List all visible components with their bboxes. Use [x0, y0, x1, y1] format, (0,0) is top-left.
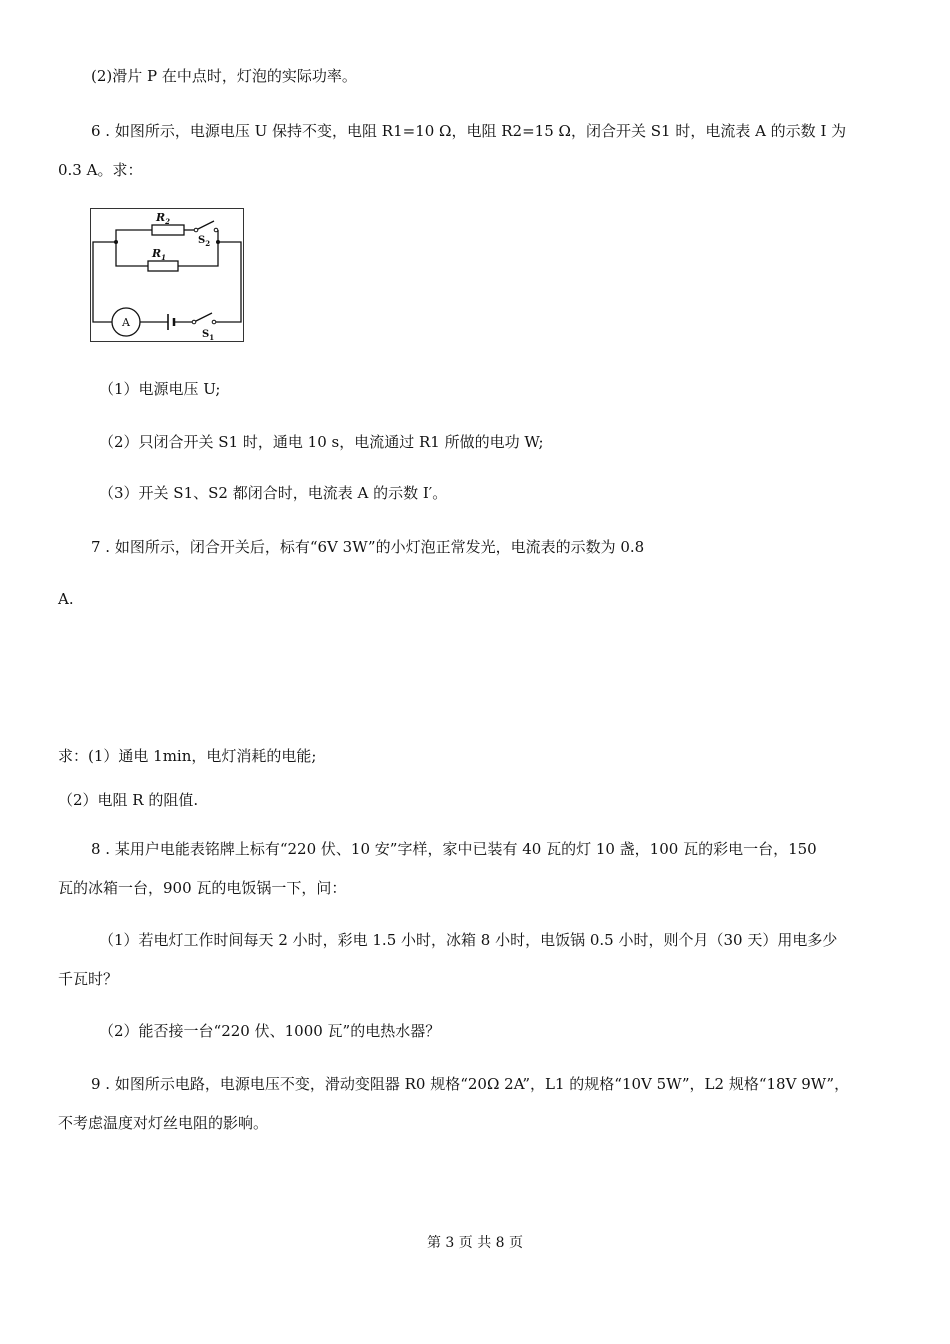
q6-part1: （1）电源电压 U;	[99, 380, 221, 398]
s1-label: $S_1$	[202, 329, 215, 342]
r2-resistor	[152, 225, 184, 235]
r2-label: $R_2$	[156, 211, 171, 226]
q7-text-line1: 7 . 如图所示，闭合开关后，标有“6V 3W”的小灯泡正常发光，电流表的示数为 0.8	[91, 538, 645, 556]
r1-resistor	[148, 261, 178, 271]
q6-part3: （3）开关 S1、S2 都闭合时，电流表 A 的示数 I′。	[99, 484, 448, 502]
q9-text-line2: 不考虑温度对灯丝电阻的影响。	[58, 1114, 269, 1132]
q8-text-line2: 瓦的冰箱一台，900 瓦的电饭锅一下，问：	[58, 879, 347, 897]
q7-part1: 求：(1）通电 1min，电灯消耗的电能;	[58, 747, 317, 765]
s2-switch	[196, 221, 214, 230]
q6-part2: （2）只闭合开关 S1 时，通电 10 s，电流通过 R1 所做的电功 W;	[99, 433, 544, 451]
q8-part1-line1: （1）若电灯工作时间每天 2 小时，彩电 1.5 小时，冰箱 8 小时，电饭锅 0.5 小时，则个月（30 天）用电多少	[99, 931, 838, 949]
q6-text-line2: 0.3 A。求：	[58, 161, 143, 179]
s1-switch	[194, 313, 212, 322]
q5-part2: (2)滑片 P 在中点时，灯泡的实际功率。	[91, 67, 357, 85]
q7-text-line2: A.	[58, 590, 74, 608]
ammeter-label: A	[122, 316, 130, 329]
q8-part1-line2: 千瓦时？	[58, 970, 119, 988]
r1-label: $R_1$	[152, 247, 167, 262]
q8-text-line1: 8 . 某用户电能表铭牌上标有“220 伏、10 安”字样，家中已装有 40 瓦的灯 10 盏，100 瓦的彩电一台，150	[91, 840, 817, 858]
s2-label: $S_2$	[198, 235, 211, 248]
q6-text-line1: 6 . 如图所示，电源电压 U 保持不变，电阻 R1=10 Ω，电阻 R2=15 Ω，闭合开关 S1 时，电流表 A 的示数 I 为	[91, 122, 847, 140]
page-footer: 第 3 页 共 8 页	[426, 1235, 524, 1251]
q9-text-line1: 9 . 如图所示电路，电源电压不变，滑动变阻器 R0 规格“20Ω 2A”，L1 的规格“10V 5W”，L2 规格“18V 9W”，	[91, 1075, 850, 1093]
q8-part2: （2）能否接一台“220 伏、1000 瓦”的电热水器？	[99, 1022, 441, 1040]
q6-circuit-diagram	[90, 208, 244, 342]
q7-part2: （2）电阻 R 的阻值.	[58, 791, 199, 809]
